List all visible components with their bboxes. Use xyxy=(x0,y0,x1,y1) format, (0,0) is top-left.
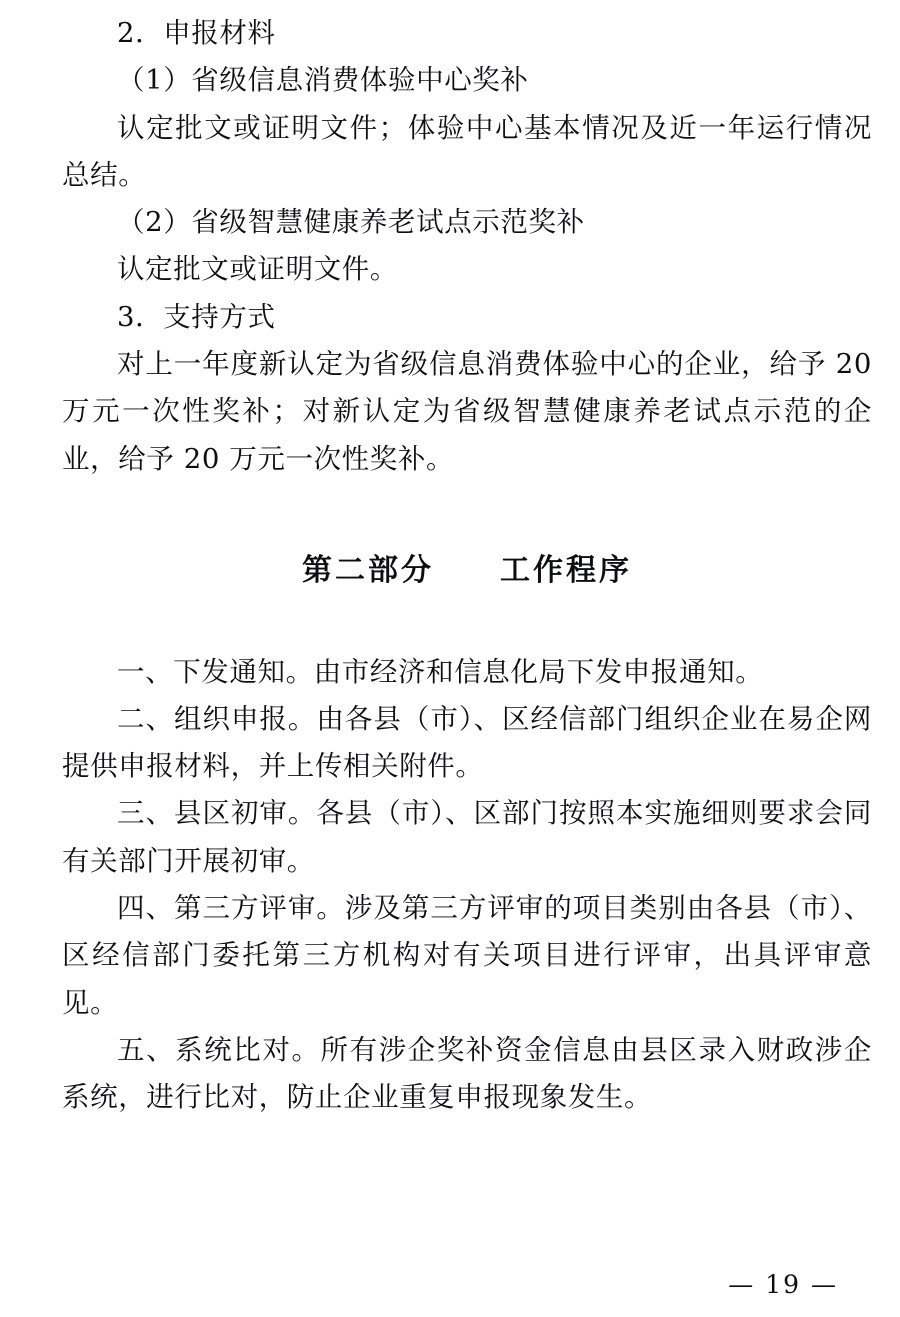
page-number: — 19 — xyxy=(728,1270,838,1299)
document-content xyxy=(62,10,872,1122)
procedure-item-2: 二、组织申报。由各县（市）、区经信部门组织企业在易企网提供申报材料，并上传相关附件。 xyxy=(62,702,872,783)
procedure-item-3: 三、县区初审。各县（市）、区部门按照本实施细则要求会同有关部门开展初审。 xyxy=(62,797,872,877)
procedure-item-4: 四、第三方评审。涉及第三方评审的项目类别由各县（市）、区经信部门委托第三方机构对有关项目进行评审，出具评审意见。 xyxy=(62,892,872,1019)
list-item-provincial-consumption-center: （1）省级信息消费体验中心奖补 xyxy=(117,64,529,97)
paragraph-support-method-body: 对上一年度新认定为省级信息消费体验中心的企业，给予 20 万元一次性奖补；对新认定为省级智慧健康养老试点示范的企业，给予 20 万元一次性奖补。 xyxy=(62,348,872,475)
section-title-part-two: 第二部分 工作程序 xyxy=(302,552,632,588)
procedure-item-1: 一、下发通知。由市经济和信息化局下发申报通知。 xyxy=(117,655,764,688)
paragraph-consumption-center-materials: 认定批文或证明文件；体验中心基本情况及近一年运行情况总结。 xyxy=(62,111,872,191)
procedure-item-5: 五、系统比对。所有涉企奖补资金信息由县区录入财政涉企系统，进行比对，防止企业重复申报现象发生。 xyxy=(62,1033,872,1114)
heading-support-method: 3．支持方式 xyxy=(117,300,276,333)
paragraph-smart-health-materials: 认定批文或证明文件。 xyxy=(117,253,398,286)
list-item-smart-health-elderly-care: （2）省级智慧健康养老试点示范奖补 xyxy=(117,206,585,239)
heading-application-materials: 2．申报材料 xyxy=(117,17,276,49)
